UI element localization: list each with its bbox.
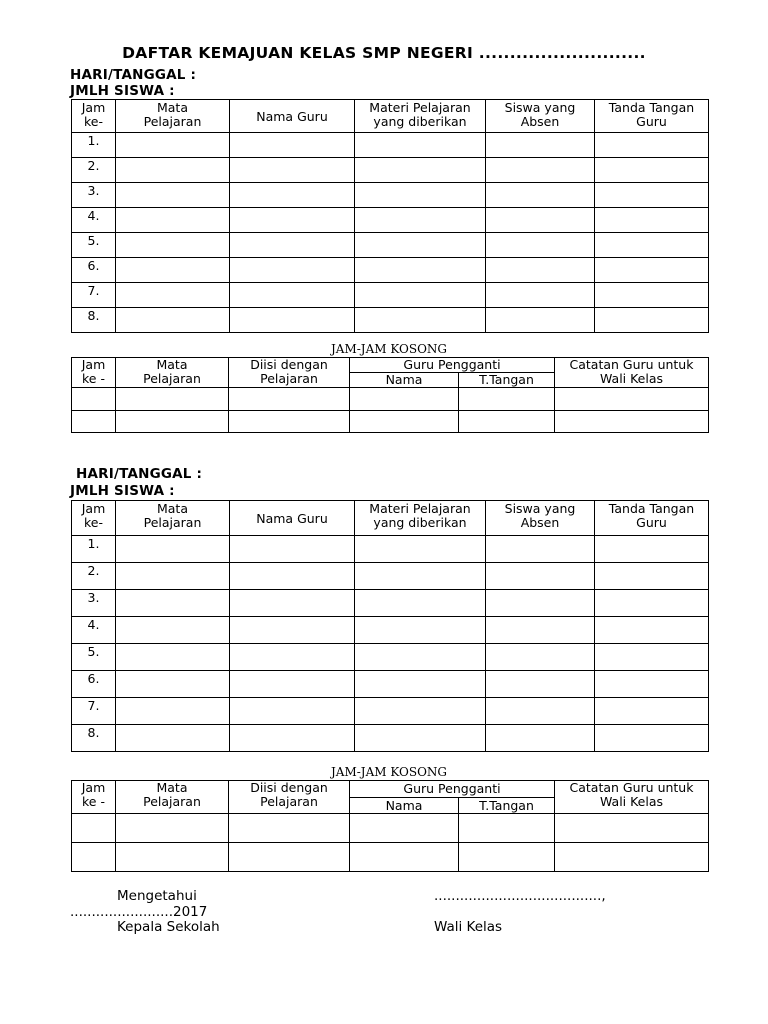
cell-materi[interactable] (355, 536, 486, 563)
cell-ttd[interactable] (595, 590, 709, 617)
header-siswa-absen: Siswa yang Absen (486, 501, 595, 536)
table-row (72, 725, 709, 752)
cell-mapel[interactable] (116, 133, 230, 158)
kosong-header-nama: Nama (350, 798, 459, 814)
cell[interactable] (72, 814, 116, 843)
cell[interactable] (116, 388, 229, 411)
table-row (72, 388, 709, 411)
cell-absen[interactable] (486, 133, 595, 158)
cell-guru[interactable] (230, 133, 355, 158)
cell-mapel[interactable] (116, 208, 230, 233)
header-jam: Jam ke- (72, 100, 116, 133)
cell-ttd[interactable] (595, 698, 709, 725)
cell-ttd[interactable] (595, 563, 709, 590)
kosong-header-nama: Nama (350, 373, 459, 388)
cell[interactable] (116, 411, 229, 433)
cell-materi[interactable] (355, 671, 486, 698)
row-number: 1. (72, 133, 116, 158)
kosong-header-diisi: Diisi dengan Pelajaran (229, 358, 350, 388)
wali-kelas-label: Wali Kelas (434, 919, 503, 935)
cell-guru[interactable] (230, 183, 355, 208)
cell[interactable] (229, 814, 350, 843)
cell[interactable] (459, 814, 555, 843)
cell-absen[interactable] (486, 158, 595, 183)
mengetahui-label: Mengetahui (117, 888, 197, 904)
cell-ttd[interactable] (595, 133, 709, 158)
cell-materi[interactable] (355, 208, 486, 233)
table-row (72, 590, 709, 617)
cell[interactable] (72, 843, 116, 872)
cell-absen[interactable] (486, 590, 595, 617)
cell-materi[interactable] (355, 233, 486, 258)
kosong-header-catatan: Catatan Guru untuk Wali Kelas (555, 358, 709, 388)
cell-mapel[interactable] (116, 308, 230, 333)
cell[interactable] (459, 388, 555, 411)
kosong-header-mapel: Mata Pelajaran (116, 358, 229, 388)
cell-guru[interactable] (230, 283, 355, 308)
table-row (72, 617, 709, 644)
kepala-sekolah-label: Kepala Sekolah (117, 919, 220, 935)
cell-mapel[interactable] (116, 671, 230, 698)
cell-absen[interactable] (486, 183, 595, 208)
header-materi: Materi Pelajaran yang diberikan (355, 100, 486, 133)
cell-materi[interactable] (355, 283, 486, 308)
header-nama-guru: Nama Guru (230, 501, 355, 536)
row-number: 2. (72, 158, 116, 183)
cell-ttd[interactable] (595, 183, 709, 208)
kosong-header-ttangan: T.Tangan (459, 373, 555, 388)
cell-guru[interactable] (230, 233, 355, 258)
cell[interactable] (72, 411, 116, 433)
progress-table (71, 500, 709, 752)
cell-guru[interactable] (230, 671, 355, 698)
cell[interactable] (72, 388, 116, 411)
header-tanda-tangan: Tanda Tangan Guru (595, 501, 709, 536)
cell-mapel[interactable] (116, 283, 230, 308)
cell-guru[interactable] (230, 698, 355, 725)
cell-materi[interactable] (355, 698, 486, 725)
cell[interactable] (555, 814, 709, 843)
cell-ttd[interactable] (595, 233, 709, 258)
cell-guru[interactable] (230, 725, 355, 752)
jam-kosong-title: JAM-JAM KOSONG (330, 765, 448, 779)
table-row (72, 563, 709, 590)
row-number: 7. (72, 698, 116, 725)
table-row (72, 183, 709, 208)
table-row (72, 671, 709, 698)
cell-guru[interactable] (230, 644, 355, 671)
table-row (72, 208, 709, 233)
cell-mapel[interactable] (116, 158, 230, 183)
cell-mapel[interactable] (116, 183, 230, 208)
cell-mapel[interactable] (116, 617, 230, 644)
row-number: 5. (72, 233, 116, 258)
cell-ttd[interactable] (595, 308, 709, 333)
jam-kosong-table (71, 357, 709, 433)
cell-materi[interactable] (355, 183, 486, 208)
cell-guru[interactable] (230, 158, 355, 183)
cell-mapel[interactable] (116, 590, 230, 617)
cell[interactable] (555, 843, 709, 872)
table-row (72, 283, 709, 308)
cell-materi[interactable] (355, 158, 486, 183)
cell-absen[interactable] (486, 563, 595, 590)
cell-ttd[interactable] (595, 258, 709, 283)
cell-mapel[interactable] (116, 698, 230, 725)
cell-absen[interactable] (486, 308, 595, 333)
cell-materi[interactable] (355, 617, 486, 644)
cell-absen[interactable] (486, 233, 595, 258)
cell-mapel[interactable] (116, 644, 230, 671)
cell-materi[interactable] (355, 563, 486, 590)
table-row (72, 698, 709, 725)
cell-absen[interactable] (486, 725, 595, 752)
cell-absen[interactable] (486, 536, 595, 563)
cell[interactable] (350, 388, 459, 411)
cell-absen[interactable] (486, 617, 595, 644)
cell[interactable] (116, 814, 229, 843)
cell-ttd[interactable] (595, 644, 709, 671)
header-siswa-absen: Siswa yang Absen (486, 100, 595, 133)
document-title: DAFTAR KEMAJUAN KELAS SMP NEGERI ........................... (122, 44, 646, 62)
kosong-header-jam: Jam ke - (72, 358, 116, 388)
cell-ttd[interactable] (595, 725, 709, 752)
row-number: 2. (72, 563, 116, 590)
cell-guru[interactable] (230, 208, 355, 233)
row-number: 7. (72, 283, 116, 308)
cell[interactable] (459, 843, 555, 872)
row-number: 5. (72, 644, 116, 671)
row-number: 4. (72, 617, 116, 644)
table-row (72, 258, 709, 283)
table-row (72, 308, 709, 333)
table-row (72, 843, 709, 872)
header-nama-guru: Nama Guru (230, 100, 355, 133)
cell-mapel[interactable] (116, 563, 230, 590)
progress-table (71, 99, 709, 333)
table-row (72, 644, 709, 671)
cell-materi[interactable] (355, 308, 486, 333)
place-date-line: ......................................., (434, 888, 606, 904)
cell-mapel[interactable] (116, 233, 230, 258)
row-number: 6. (72, 671, 116, 698)
cell-mapel[interactable] (116, 725, 230, 752)
kosong-header-pengganti: Guru Pengganti (350, 781, 555, 798)
cell-absen[interactable] (486, 208, 595, 233)
cell[interactable] (555, 388, 709, 411)
cell-materi[interactable] (355, 644, 486, 671)
cell-ttd[interactable] (595, 208, 709, 233)
kosong-header-ttangan: T.Tangan (459, 798, 555, 814)
cell[interactable] (350, 843, 459, 872)
row-number: 8. (72, 725, 116, 752)
header-tanda-tangan: Tanda Tangan Guru (595, 100, 709, 133)
cell-absen[interactable] (486, 644, 595, 671)
date-line: ........................2017 (70, 904, 208, 920)
table-row (72, 233, 709, 258)
row-number: 6. (72, 258, 116, 283)
jam-kosong-table (71, 780, 709, 872)
kosong-header-catatan: Catatan Guru untuk Wali Kelas (555, 781, 709, 814)
cell-materi[interactable] (355, 725, 486, 752)
cell-ttd[interactable] (595, 617, 709, 644)
cell[interactable] (229, 388, 350, 411)
cell-materi[interactable] (355, 133, 486, 158)
cell-absen[interactable] (486, 258, 595, 283)
cell-ttd[interactable] (595, 671, 709, 698)
cell-mapel[interactable] (116, 536, 230, 563)
cell-guru[interactable] (230, 617, 355, 644)
row-number: 3. (72, 183, 116, 208)
cell-guru[interactable] (230, 258, 355, 283)
header-mata-pelajaran: Mata Pelajaran (116, 501, 230, 536)
cell-materi[interactable] (355, 590, 486, 617)
table-row (72, 158, 709, 183)
table-row (72, 814, 709, 843)
cell-absen[interactable] (486, 671, 595, 698)
cell[interactable] (116, 843, 229, 872)
cell[interactable] (229, 411, 350, 433)
cell-mapel[interactable] (116, 258, 230, 283)
header-jam: Jam ke- (72, 501, 116, 536)
cell-guru[interactable] (230, 308, 355, 333)
cell-materi[interactable] (355, 258, 486, 283)
table-row (72, 536, 709, 563)
row-number: 4. (72, 208, 116, 233)
header-mata-pelajaran: Mata Pelajaran (116, 100, 230, 133)
table-row (72, 133, 709, 158)
row-number: 3. (72, 590, 116, 617)
row-number: 8. (72, 308, 116, 333)
hari-tanggal-label: HARI/TANGGAL : (76, 466, 203, 482)
cell[interactable] (229, 843, 350, 872)
kosong-header-pengganti: Guru Pengganti (350, 358, 555, 373)
jam-kosong-title: JAM-JAM KOSONG (330, 342, 448, 356)
cell-guru[interactable] (230, 536, 355, 563)
cell-absen[interactable] (486, 283, 595, 308)
kosong-header-mapel: Mata Pelajaran (116, 781, 229, 814)
jumlah-siswa-label: JMLH SISWA : (70, 83, 175, 99)
cell-absen[interactable] (486, 698, 595, 725)
jumlah-siswa-label: JMLH SISWA : (70, 483, 175, 499)
cell-guru[interactable] (230, 590, 355, 617)
table-row (72, 411, 709, 433)
cell-guru[interactable] (230, 563, 355, 590)
cell-ttd[interactable] (595, 536, 709, 563)
kosong-header-jam: Jam ke - (72, 781, 116, 814)
cell[interactable] (459, 411, 555, 433)
cell[interactable] (350, 411, 459, 433)
cell[interactable] (555, 411, 709, 433)
row-number: 1. (72, 536, 116, 563)
cell[interactable] (350, 814, 459, 843)
cell-ttd[interactable] (595, 283, 709, 308)
hari-tanggal-label: HARI/TANGGAL : (70, 67, 197, 83)
header-materi: Materi Pelajaran yang diberikan (355, 501, 486, 536)
kosong-header-diisi: Diisi dengan Pelajaran (229, 781, 350, 814)
cell-ttd[interactable] (595, 158, 709, 183)
